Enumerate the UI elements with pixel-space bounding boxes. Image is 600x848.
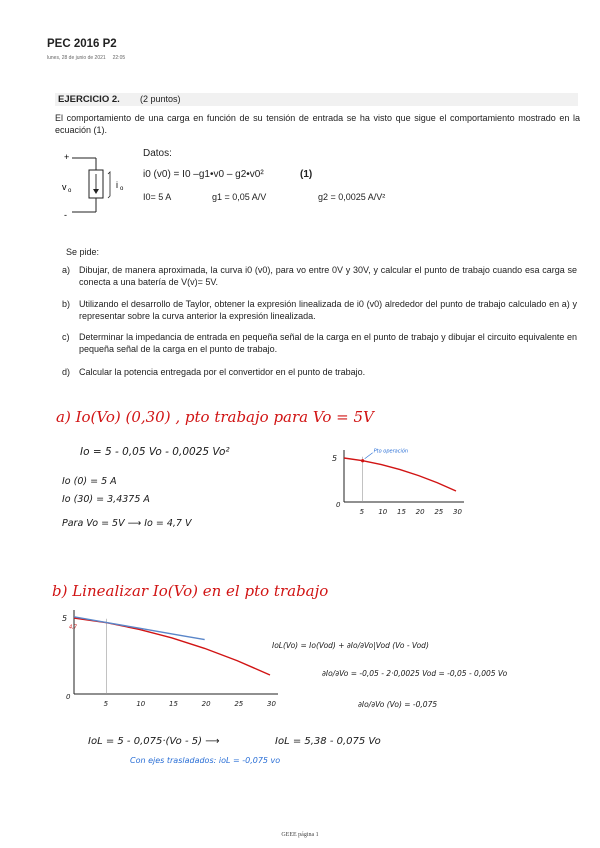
page-title: PEC 2016 P2 — [47, 38, 117, 50]
load-equation: i0 (v0) = I0 –g1•v0 – g2•v0² — [143, 169, 264, 180]
series-line-io-curve — [74, 618, 270, 675]
notes-b-linear-2: IoL = 5,38 - 0,075 Vo — [275, 736, 381, 747]
plus-sign: + — [64, 152, 70, 162]
question-text: Calcular la potencia entregada por el convertidor en el punto de trabajo. — [79, 367, 366, 377]
load-circuit-diagram — [58, 150, 133, 220]
notes-a-equation: Io = 5 - 0,05 Vo - 0,0025 Vo² — [80, 446, 230, 458]
notes-b-linear-1: IoL = 5 - 0,075·(Vo - 5) ⟶ — [88, 736, 220, 747]
date-text: lunes, 28 de junio de 2021 — [47, 55, 106, 61]
page-date — [47, 55, 125, 61]
question-label: d) — [62, 367, 71, 377]
operating-point-marker — [361, 459, 364, 462]
x-tick-label: 10 — [378, 508, 388, 516]
x-tick-label: 25 — [434, 508, 444, 516]
question-b — [62, 298, 577, 322]
question-text: Utilizando el desarrollo de Taylor, obtener la expresión linealizada de i0 (v0) alrededor del punto de trabajo calculado en a) y representar sobre la curva anterior la expresión linealizada. — [79, 299, 577, 321]
notes-b-taylor: IoL(Vo) = Io(Vod) + ∂Io/∂Vo|Vod (Vo - Vod) — [272, 641, 429, 650]
operating-point-pointer — [365, 453, 373, 459]
notes-a-heading: a) Io(Vo) (0,30) , pto trabajo para Vo = 5V — [56, 408, 374, 426]
vo-sub: o — [68, 188, 72, 194]
x-tick-label: 25 — [234, 700, 244, 708]
equation-number: (1) — [300, 169, 313, 180]
question-label: b) — [62, 299, 71, 309]
y-tick-label: 5 — [332, 454, 338, 463]
param-g1: g1 = 0,05 A/V — [212, 192, 267, 202]
notes-b-derivative-value: ∂Io/∂Vo (Vo) = -0,075 — [358, 700, 438, 709]
question-label: a) — [62, 265, 71, 275]
question-c — [62, 331, 577, 355]
minus-sign: - — [64, 210, 67, 220]
y-tick-label: 5 — [62, 614, 68, 623]
datos-label: Datos: — [143, 148, 172, 159]
heading-highlight — [55, 93, 578, 106]
question-text: Dibujar, de manera aproximada, la curva i0 (v0), para vo entre 0V y 30V, y calcular el punto de trabajo cuando esa carga se conecta a una batería de V(v)= 5V. — [79, 265, 577, 287]
x-tick-label: 5 — [103, 700, 109, 708]
x-tick-label: 15 — [397, 508, 406, 516]
question-label: c) — [62, 332, 70, 342]
notes-b-translated-axes: Con ejes trasladados: ioL = -0,075 vo — [130, 756, 281, 765]
time-text: 22:05 — [112, 55, 126, 61]
page-footer: GEEE página 1 — [281, 832, 319, 838]
io-label: i — [116, 180, 118, 190]
x-tick-label: 30 — [453, 508, 462, 516]
exercise-heading: EJERCICIO 2. — [58, 94, 120, 105]
chart-io-curve-a — [328, 442, 478, 522]
x-tick-label: 10 — [136, 700, 146, 708]
x-tick-label: 0 — [336, 501, 341, 509]
exercise-points: (2 puntos) — [140, 94, 181, 104]
io-sub: o — [120, 186, 124, 192]
question-d — [62, 366, 577, 378]
series-line-io-curve — [344, 458, 456, 491]
y-tick-label: 4,7 — [69, 624, 77, 631]
exercise-intro: El comportamiento de una carga en función de su tensión de entrada se ha visto que sigue el comportamiento mostrado en la ecuación (1). — [55, 113, 580, 135]
chart-io-curve-b — [60, 604, 290, 712]
question-text: Determinar la impedancia de entrada en pequeña señal de la carga en el punto de trabajo y dibujar el circuito equivalente en pequeña señal de la carga en el punto de trabajo. — [79, 332, 577, 354]
question-a — [62, 264, 577, 288]
notes-a-result: Para Vo = 5V ⟶ Io = 4,7 V — [62, 518, 192, 529]
x-tick-label: 15 — [169, 700, 178, 708]
x-tick-label: 30 — [267, 700, 276, 708]
x-tick-label: 5 — [359, 508, 365, 516]
notes-b-heading: b) Linealizar Io(Vo) en el pto trabajo — [52, 582, 329, 600]
param-io: I0= 5 A — [143, 192, 172, 202]
operating-point-label: Pto operación — [373, 448, 409, 455]
notes-a-io30: Io (30) = 3,4375 A — [62, 494, 150, 505]
vo-label: v — [62, 182, 67, 192]
notes-b-derivative: ∂Io/∂Vo = -0,05 - 2·0,0025 Vod = -0,05 - 0,005 Vo — [322, 669, 508, 678]
x-tick-label: 20 — [415, 508, 425, 516]
se-pide-label: Se pide: — [66, 247, 100, 257]
notes-a-io0: Io (0) = 5 A — [62, 476, 117, 487]
series-line-linearized — [74, 617, 205, 640]
x-tick-label: 20 — [201, 700, 211, 708]
param-g2: g2 = 0,0025 A/V² — [318, 192, 386, 202]
x-tick-label: 0 — [66, 693, 71, 701]
